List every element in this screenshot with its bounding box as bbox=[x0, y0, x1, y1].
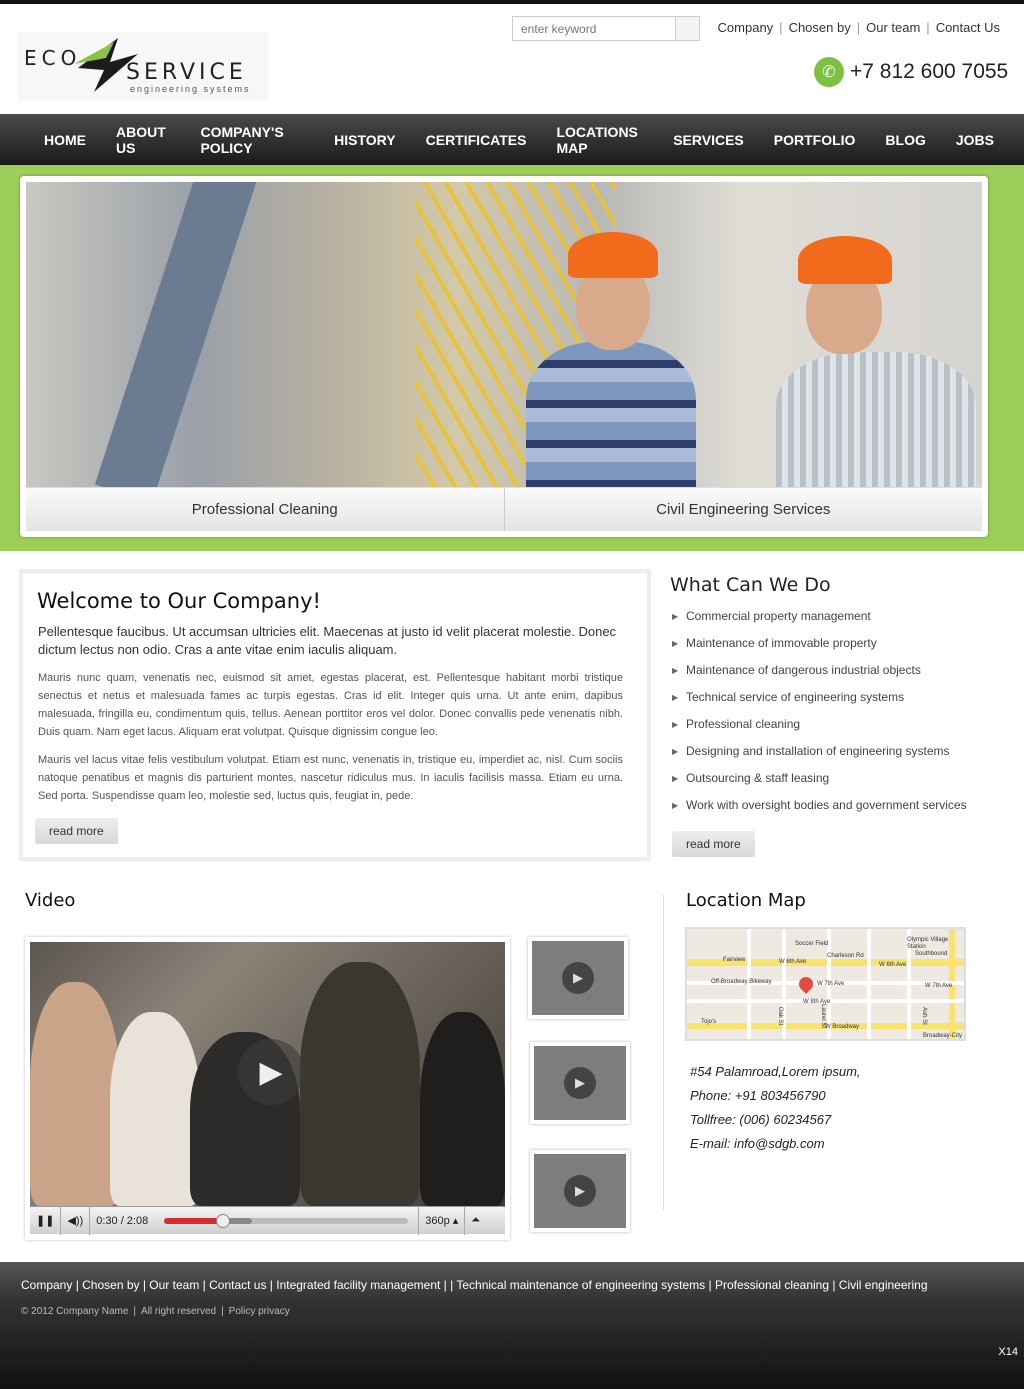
video-time: 0:30 / 2:08 bbox=[96, 1214, 149, 1227]
service-label: Designing and installation of engineering systems bbox=[686, 744, 950, 758]
service-label: Maintenance of dangerous industrial objects bbox=[686, 663, 921, 677]
map-label: W 8th Ave bbox=[803, 999, 831, 1005]
service-label: Technical service of engineering systems bbox=[686, 690, 905, 704]
play-icon[interactable]: ▶ bbox=[238, 1039, 304, 1105]
service-item[interactable] bbox=[670, 792, 1010, 819]
separator: | bbox=[856, 20, 861, 35]
map-label: W 7th Ave bbox=[817, 981, 845, 987]
bullet-arrow-icon: ▶ bbox=[672, 639, 679, 648]
service-item[interactable] bbox=[670, 738, 1010, 765]
hero-tab-civil-engineering[interactable]: Civil Engineering Services bbox=[656, 501, 831, 518]
top-links bbox=[718, 20, 1000, 35]
service-item[interactable] bbox=[670, 603, 1010, 630]
map-label: Ash St bbox=[920, 1007, 927, 1025]
separator: | bbox=[221, 1306, 224, 1317]
logo-sub: engineering systems bbox=[130, 84, 251, 94]
location-title: Location Map bbox=[686, 890, 806, 911]
video-title: Video bbox=[25, 890, 76, 911]
bullet-arrow-icon: ▶ bbox=[672, 774, 679, 783]
video-player bbox=[25, 937, 510, 1240]
search-input[interactable] bbox=[513, 17, 675, 40]
video-thumbnail-3[interactable] bbox=[530, 1150, 630, 1232]
map-label: W Broadway bbox=[825, 1024, 860, 1030]
phone-number[interactable]: +7 812 600 7055 bbox=[850, 60, 1009, 83]
welcome-title: Welcome to Our Company! bbox=[37, 589, 321, 613]
map-label: W 6th Ave bbox=[779, 959, 807, 965]
volume-icon[interactable]: ◀)) bbox=[61, 1207, 90, 1235]
location-map[interactable] bbox=[685, 927, 966, 1041]
pause-icon[interactable]: ❚❚ bbox=[30, 1207, 61, 1235]
footer-copyright bbox=[21, 1306, 290, 1317]
map-label: Broadway-City bbox=[923, 1033, 963, 1039]
logo[interactable] bbox=[18, 32, 268, 100]
hero-tabs bbox=[26, 487, 982, 531]
separator: | bbox=[133, 1306, 137, 1317]
bullet-arrow-icon: ▶ bbox=[672, 693, 679, 702]
map-label: W 7th Ave bbox=[925, 983, 953, 989]
video-progress-fill bbox=[164, 1218, 223, 1224]
toplink-chosen-by[interactable]: Chosen by bbox=[788, 20, 851, 35]
hero-worker-2 bbox=[756, 222, 982, 487]
map-label: Charleson Rd bbox=[827, 953, 864, 959]
what-we-do bbox=[670, 574, 1010, 819]
search-box bbox=[512, 16, 700, 41]
nav-locations-map[interactable]: LOCATIONS MAP bbox=[556, 123, 638, 156]
welcome-box bbox=[19, 569, 651, 861]
map-pin-icon[interactable] bbox=[796, 974, 816, 994]
bullet-arrow-icon: ▶ bbox=[672, 666, 679, 675]
map-label: Tojo's bbox=[701, 1019, 717, 1025]
map-label: Southbound bbox=[915, 951, 948, 957]
service-label: Commercial property management bbox=[686, 609, 871, 623]
nav-about-us[interactable]: ABOUT US bbox=[116, 123, 166, 156]
bullet-arrow-icon: ▶ bbox=[672, 720, 679, 729]
nav-blog[interactable]: BLOG bbox=[885, 131, 926, 148]
play-icon: ▶ bbox=[564, 1067, 596, 1099]
video-scrub-handle[interactable] bbox=[216, 1214, 230, 1228]
map-label: Oak St bbox=[777, 1006, 784, 1026]
quality-label: 360p bbox=[425, 1214, 450, 1227]
service-label: Outsourcing & staff leasing bbox=[686, 771, 830, 785]
video-thumbnail-1[interactable] bbox=[528, 937, 628, 1019]
separator: | bbox=[779, 20, 783, 35]
main-nav bbox=[0, 114, 1024, 165]
tollfree-line: Tollfree: (006) 60234567 bbox=[690, 1112, 832, 1127]
rights-text: All right reserved bbox=[141, 1306, 217, 1317]
email-line[interactable]: E-mail: info@sdgb.com bbox=[690, 1136, 825, 1151]
service-item[interactable] bbox=[670, 765, 1010, 792]
header bbox=[0, 4, 1024, 114]
nav-certificates[interactable]: CERTIFICATES bbox=[425, 131, 527, 148]
toplink-company[interactable]: Company bbox=[717, 20, 774, 35]
play-icon: ▶ bbox=[564, 1175, 596, 1207]
footer bbox=[0, 1262, 1024, 1389]
video-quality[interactable]: 360p ▴ bbox=[418, 1207, 465, 1235]
copyright-text: © 2012 Company Name bbox=[21, 1306, 129, 1317]
service-label: Professional cleaning bbox=[686, 717, 801, 731]
contact-info bbox=[690, 1060, 861, 1156]
phone-line: Phone: +91 803456790 bbox=[690, 1088, 826, 1103]
fullscreen-icon[interactable]: ⏶ bbox=[471, 1214, 481, 1226]
phone-block bbox=[814, 56, 1008, 88]
video-screen[interactable] bbox=[30, 942, 505, 1206]
logo-service: SERVICE bbox=[126, 60, 247, 85]
video-controls bbox=[30, 1206, 505, 1234]
service-label: Maintenance of immovable property bbox=[686, 636, 877, 650]
hero-slider bbox=[20, 176, 988, 537]
hero-section bbox=[0, 165, 1024, 551]
hero-beam bbox=[95, 182, 257, 487]
service-item[interactable] bbox=[670, 630, 1010, 657]
map-label: Fairview bbox=[723, 957, 746, 963]
service-label: Work with oversight bodies and government services bbox=[686, 798, 967, 812]
footer-links[interactable]: Company | Chosen by | Our team | Contact us | Integrated facility management | | Technical maintenance of engineering systems | Professional cleaning | Civil engineering bbox=[21, 1278, 928, 1292]
separator: | bbox=[926, 20, 930, 35]
toplink-our-team[interactable]: Our team bbox=[866, 20, 921, 35]
map-label: Olympic Village Station bbox=[907, 937, 949, 950]
video-thumbnail-2[interactable] bbox=[530, 1042, 630, 1124]
nav-home[interactable]: HOME bbox=[44, 131, 86, 148]
phone-icon: ✆ bbox=[814, 57, 844, 87]
nav-company-policy[interactable]: COMPANY'S POLICY bbox=[200, 123, 284, 156]
map-label: Off-Broadway Bikeway bbox=[711, 979, 772, 985]
search-button[interactable] bbox=[675, 17, 699, 40]
hero-tab-professional-cleaning[interactable]: Professional Cleaning bbox=[26, 488, 505, 531]
welcome-paragraph-1: Mauris nunc quam, venenatis nec, euismod sit amet, egestas placerat, est. Pellentesque habitant morbi tristique senectus et netus et malesuada fames ac turpis egestas. Cras id elit. Integer quis urna. Ut ante enim, dapibus malesuada, fringilla eu, condimentum quis, tellus. Aenean porttitor eros vel dolor. Donec convallis pede venenatis nibh. Duis quam. Nam eget lacus. Aliquam erat volutpat. Quisque dignissim congue leo. bbox=[38, 672, 623, 738]
policy-link[interactable]: Policy privacy bbox=[228, 1306, 290, 1317]
welcome-read-more-button[interactable]: read more bbox=[35, 818, 118, 844]
welcome-paragraph-2: Mauris vel lacus vitae felis vestibulum volutpat. Etiam est nunc, venenatis in, tristique eu, imperdiet ac, nisl. Cum sociis natoque penatibus et magnis dis parturient montes, nascetur ridiculus mus. In iaculis facilisis massa. Etiam eu urna. Sed porta. Suspendisse quam leo, molestie sed, luctus quis, feugiat in, pede. bbox=[38, 754, 623, 802]
hero-worker-1 bbox=[506, 222, 716, 487]
bullet-arrow-icon: ▶ bbox=[672, 747, 679, 756]
play-icon: ▶ bbox=[562, 962, 594, 994]
service-item[interactable] bbox=[670, 657, 1010, 684]
footer-id: X14 bbox=[998, 1346, 1018, 1358]
map-label: Laurel St bbox=[820, 1003, 827, 1029]
nav-jobs[interactable]: JOBS bbox=[955, 131, 994, 148]
map-label: W 6th Ave bbox=[879, 962, 907, 968]
hero-image bbox=[26, 182, 982, 487]
welcome-lead: Pellentesque faucibus. Ut accumsan ultricies elit. Maecenas at justo id velit placerat molestie. Donec dictum lectus non odio. Cras a ante vitae enim iaculis aliquam. bbox=[38, 624, 617, 657]
nav-portfolio[interactable]: PORTFOLIO bbox=[773, 131, 856, 148]
what-we-do-title: What Can We Do bbox=[670, 574, 831, 596]
address-line: #54 Palamroad,Lorem ipsum, bbox=[690, 1064, 861, 1079]
service-item[interactable] bbox=[670, 684, 1010, 711]
logo-eco: ECO bbox=[24, 46, 82, 70]
map-label: Soccer Field bbox=[795, 941, 829, 947]
services-list bbox=[670, 603, 1010, 819]
nav-services[interactable]: SERVICES bbox=[673, 131, 744, 148]
bullet-arrow-icon: ▶ bbox=[672, 612, 679, 621]
service-item[interactable] bbox=[670, 711, 1010, 738]
video-progress-bar[interactable] bbox=[164, 1218, 408, 1224]
services-read-more-button[interactable]: read more bbox=[672, 831, 755, 857]
nav-history[interactable]: HISTORY bbox=[334, 131, 396, 148]
toplink-contact-us[interactable]: Contact Us bbox=[935, 20, 1000, 35]
bullet-arrow-icon: ▶ bbox=[672, 801, 679, 810]
column-divider bbox=[663, 895, 664, 1210]
